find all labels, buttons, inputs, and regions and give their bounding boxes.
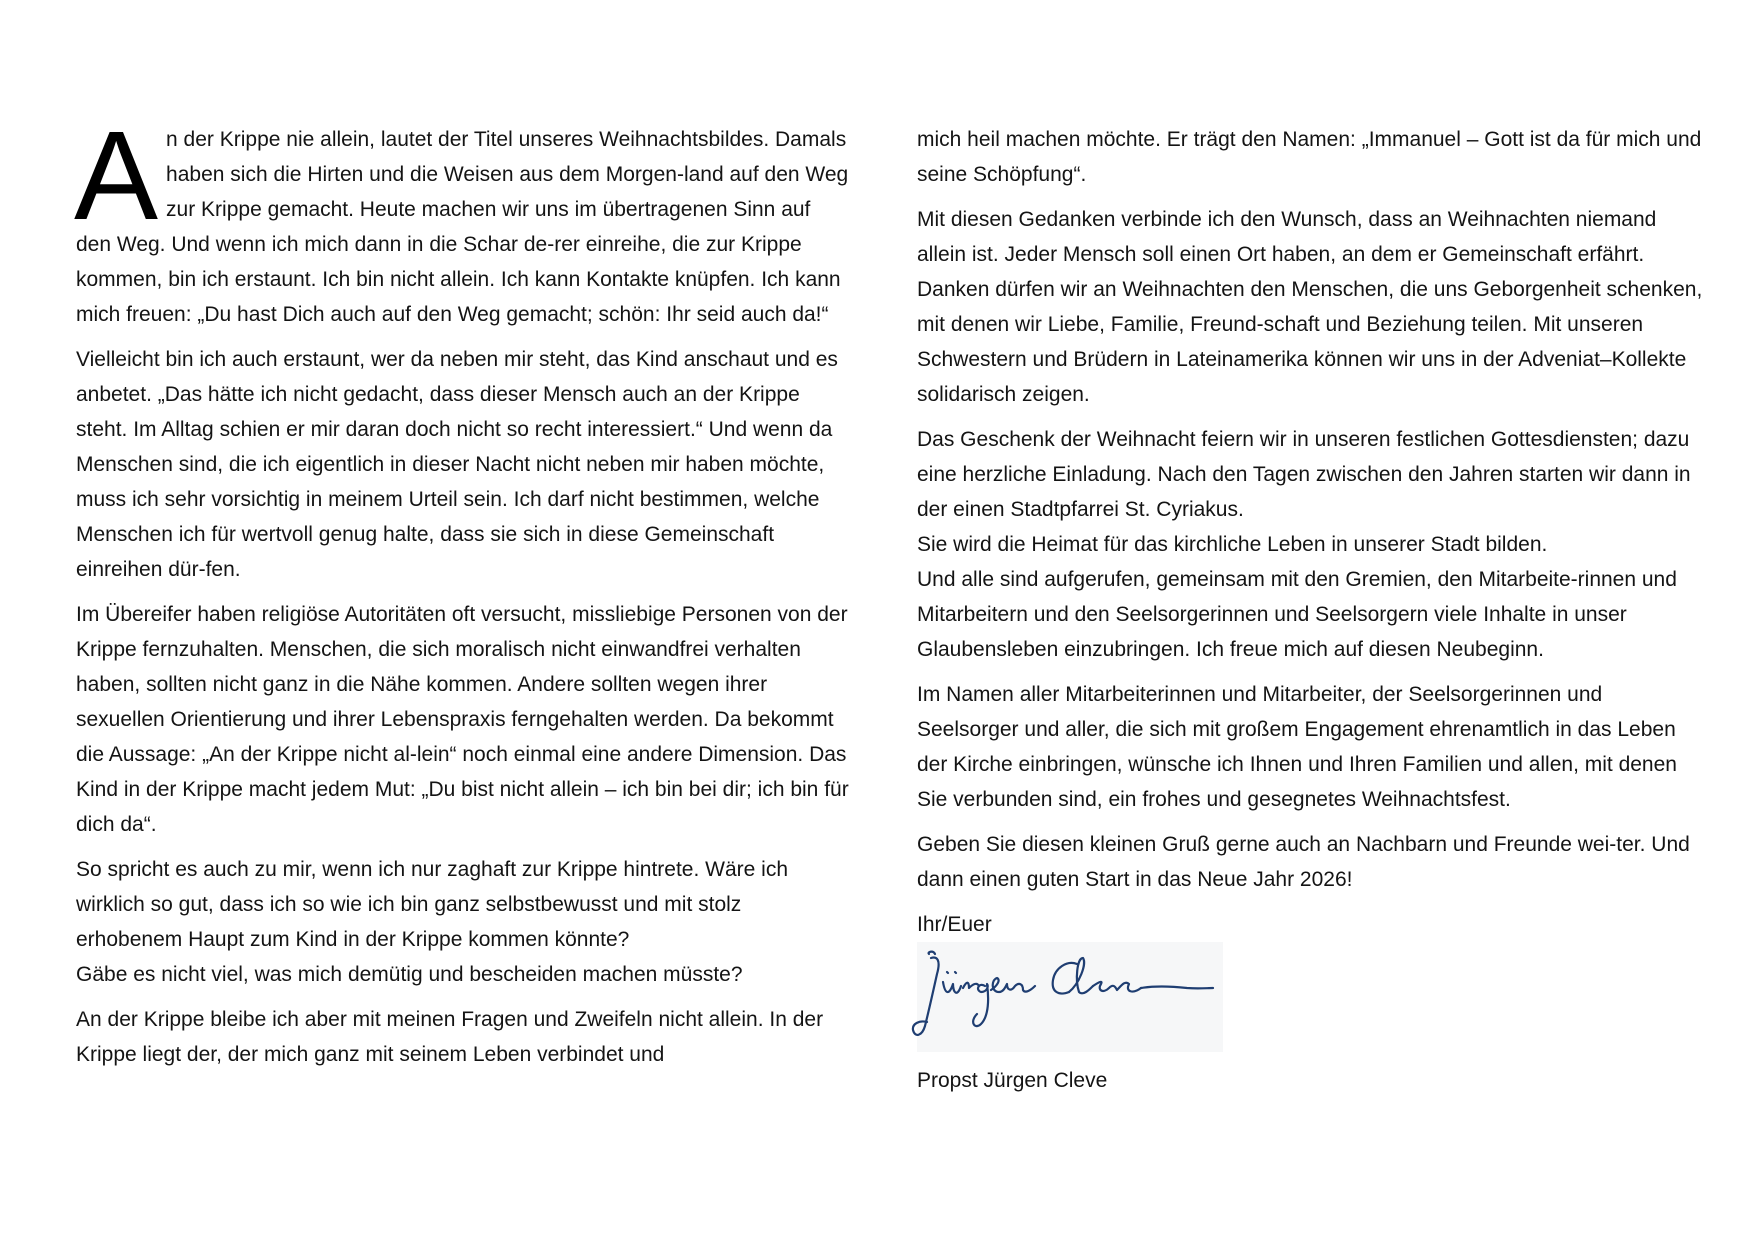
right-column xyxy=(917,122,1707,1098)
paragraph-3: Im Übereifer haben religiöse Autoritäten oft versucht, missliebige Personen von der Krippe fernzuhalten. Menschen, die sich moralisch nicht einwandfrei verhalten haben, sollten nicht ganz in die Nähe kommen. Andere sollten wegen ihrer sexuellen Orientierung und ihrer Lebenspraxis ferngehalten werden. Da bekommt die Aussage: „An der Krippe nicht al-lein“ noch einmal eine andere Dimension. Das Kind in der Krippe macht jedem Mut: „Du bist nicht allein – ich bin bei dir; ich bin für dich da“. xyxy=(76,603,849,836)
paragraph-6: mich heil machen möchte. Er trägt den Namen: „Immanuel – Gott ist da für mich und seine Schöpfung“. xyxy=(917,128,1702,186)
signature-image xyxy=(917,942,1223,1052)
paragraph-5: An der Krippe bleibe ich aber mit meinen Fragen und Zweifeln nicht allein. In der Krippe liegt der, der mich ganz mit seinem Leben verbindet und xyxy=(76,1008,824,1066)
paragraph-7: Mit diesen Gedanken verbinde ich den Wunsch, dass an Weihnachten niemand allein ist. Jeder Mensch soll einen Ort haben, an dem er Gemeinschaft erfährt. Danken dürfen wir an Weihnachten den Menschen, die uns Geborgenheit schenken, mit denen wir Liebe, Familie, Freund-schaft und Beziehung teilen. Mit unseren Schwestern und Brüdern in Lateinamerika können wir uns in der Adveniat–Kollekte solidarisch zeigen. xyxy=(917,208,1703,406)
closing-line: Ihr/Euer xyxy=(917,913,992,936)
paragraph-8-line-c: Und alle sind aufgerufen, gemeinsam mit den Gremien, den Mitarbeite-rinnen und Mitarbeitern und den Seelsorgerinnen und Seelsorgern viele Inhalte in unser Glaubensleben einzubringen. Ich freue mich auf diesen Neubeginn. xyxy=(917,568,1677,661)
paragraph-intro xyxy=(74,105,851,332)
paragraph-9: Im Namen aller Mitarbeiterinnen und Mitarbeiter, der Seelsorgerinnen und Seelsorger und aller, die sich mit großem Engagement ehrenamtlich in das Leben der Kirche einbringen, wünsche ich Ihnen und Ihren Familien und allen, mit denen Sie verbunden sind, ein frohes und gesegnetes Weihnachtsfest. xyxy=(917,683,1677,811)
paragraph-2: Vielleicht bin ich auch erstaunt, wer da neben mir steht, das Kind anschaut und es anbetet. „Das hätte ich nicht gedacht, dass dieser Mensch auch an der Krippe steht. Im Alltag schien er mir daran doch nicht so recht interessiert.“ Und wenn da Menschen sind, die ich eigentlich in dieser Nacht nicht neben mir haben möchte, muss ich sehr vorsichtig in meinem Urteil sein. Ich darf nicht bestimmen, welche Menschen ich für wertvoll genug halte, dass sie sich in diese Gemeinschaft einreihen dür-fen. xyxy=(76,348,838,581)
signature-name: Propst Jürgen Cleve xyxy=(917,1069,1108,1092)
paragraph-8 xyxy=(917,422,1707,667)
paragraph-8-line-b: Sie wird die Heimat für das kirchliche Leben in unserer Stadt bilden. xyxy=(917,533,1548,556)
paragraph-4-line-b: Gäbe es nicht viel, was mich demütig und bescheiden machen müsste? xyxy=(76,963,743,986)
paragraph-10: Geben Sie diesen kleinen Gruß gerne auch an Nachbarn und Freunde wei-ter. Und dann einen guten Start in das Neue Jahr 2026! xyxy=(917,833,1690,891)
paragraph-1-text: n der Krippe nie allein, lautet der Titel unseres Weihnachtsbildes. Damals haben sich die Hirten und die Weisen aus dem Morgen-land auf den Weg zur Krippe gemacht. Heute machen wir uns im übertragenen Sinn auf den Weg. Und wenn ich mich dann in die Schar de-rer einreihe, die zur Krippe kommen, bin ich erstaunt. Ich bin nicht allein. Ich kann Kontakte knüpfen. Ich kann mich freuen: „Du hast Dich auch auf den Weg gemacht; schön: Ihr seid auch da!“ xyxy=(76,128,849,326)
paragraph-4 xyxy=(76,852,851,992)
paragraph-4-line-a: So spricht es auch zu mir, wenn ich nur zaghaft zur Krippe hintrete. Wäre ich wirklich so gut, dass ich so wie ich bin ganz selbstbewusst und mit stolz erhobenem Haupt zum Kind in der Krippe kommen könnte? xyxy=(76,858,789,951)
paragraph-8-line-a: Das Geschenk der Weihnacht feiern wir in unseren festlichen Gottesdiensten; dazu eine herzliche Einladung. Nach den Tagen zwischen den Jahren starten wir dann in der einen Stadtpfarrei St. Cyriakus. xyxy=(917,428,1691,521)
left-column xyxy=(74,105,851,1082)
handwritten-signature-icon xyxy=(907,944,1223,1048)
drop-cap: A xyxy=(74,105,159,246)
